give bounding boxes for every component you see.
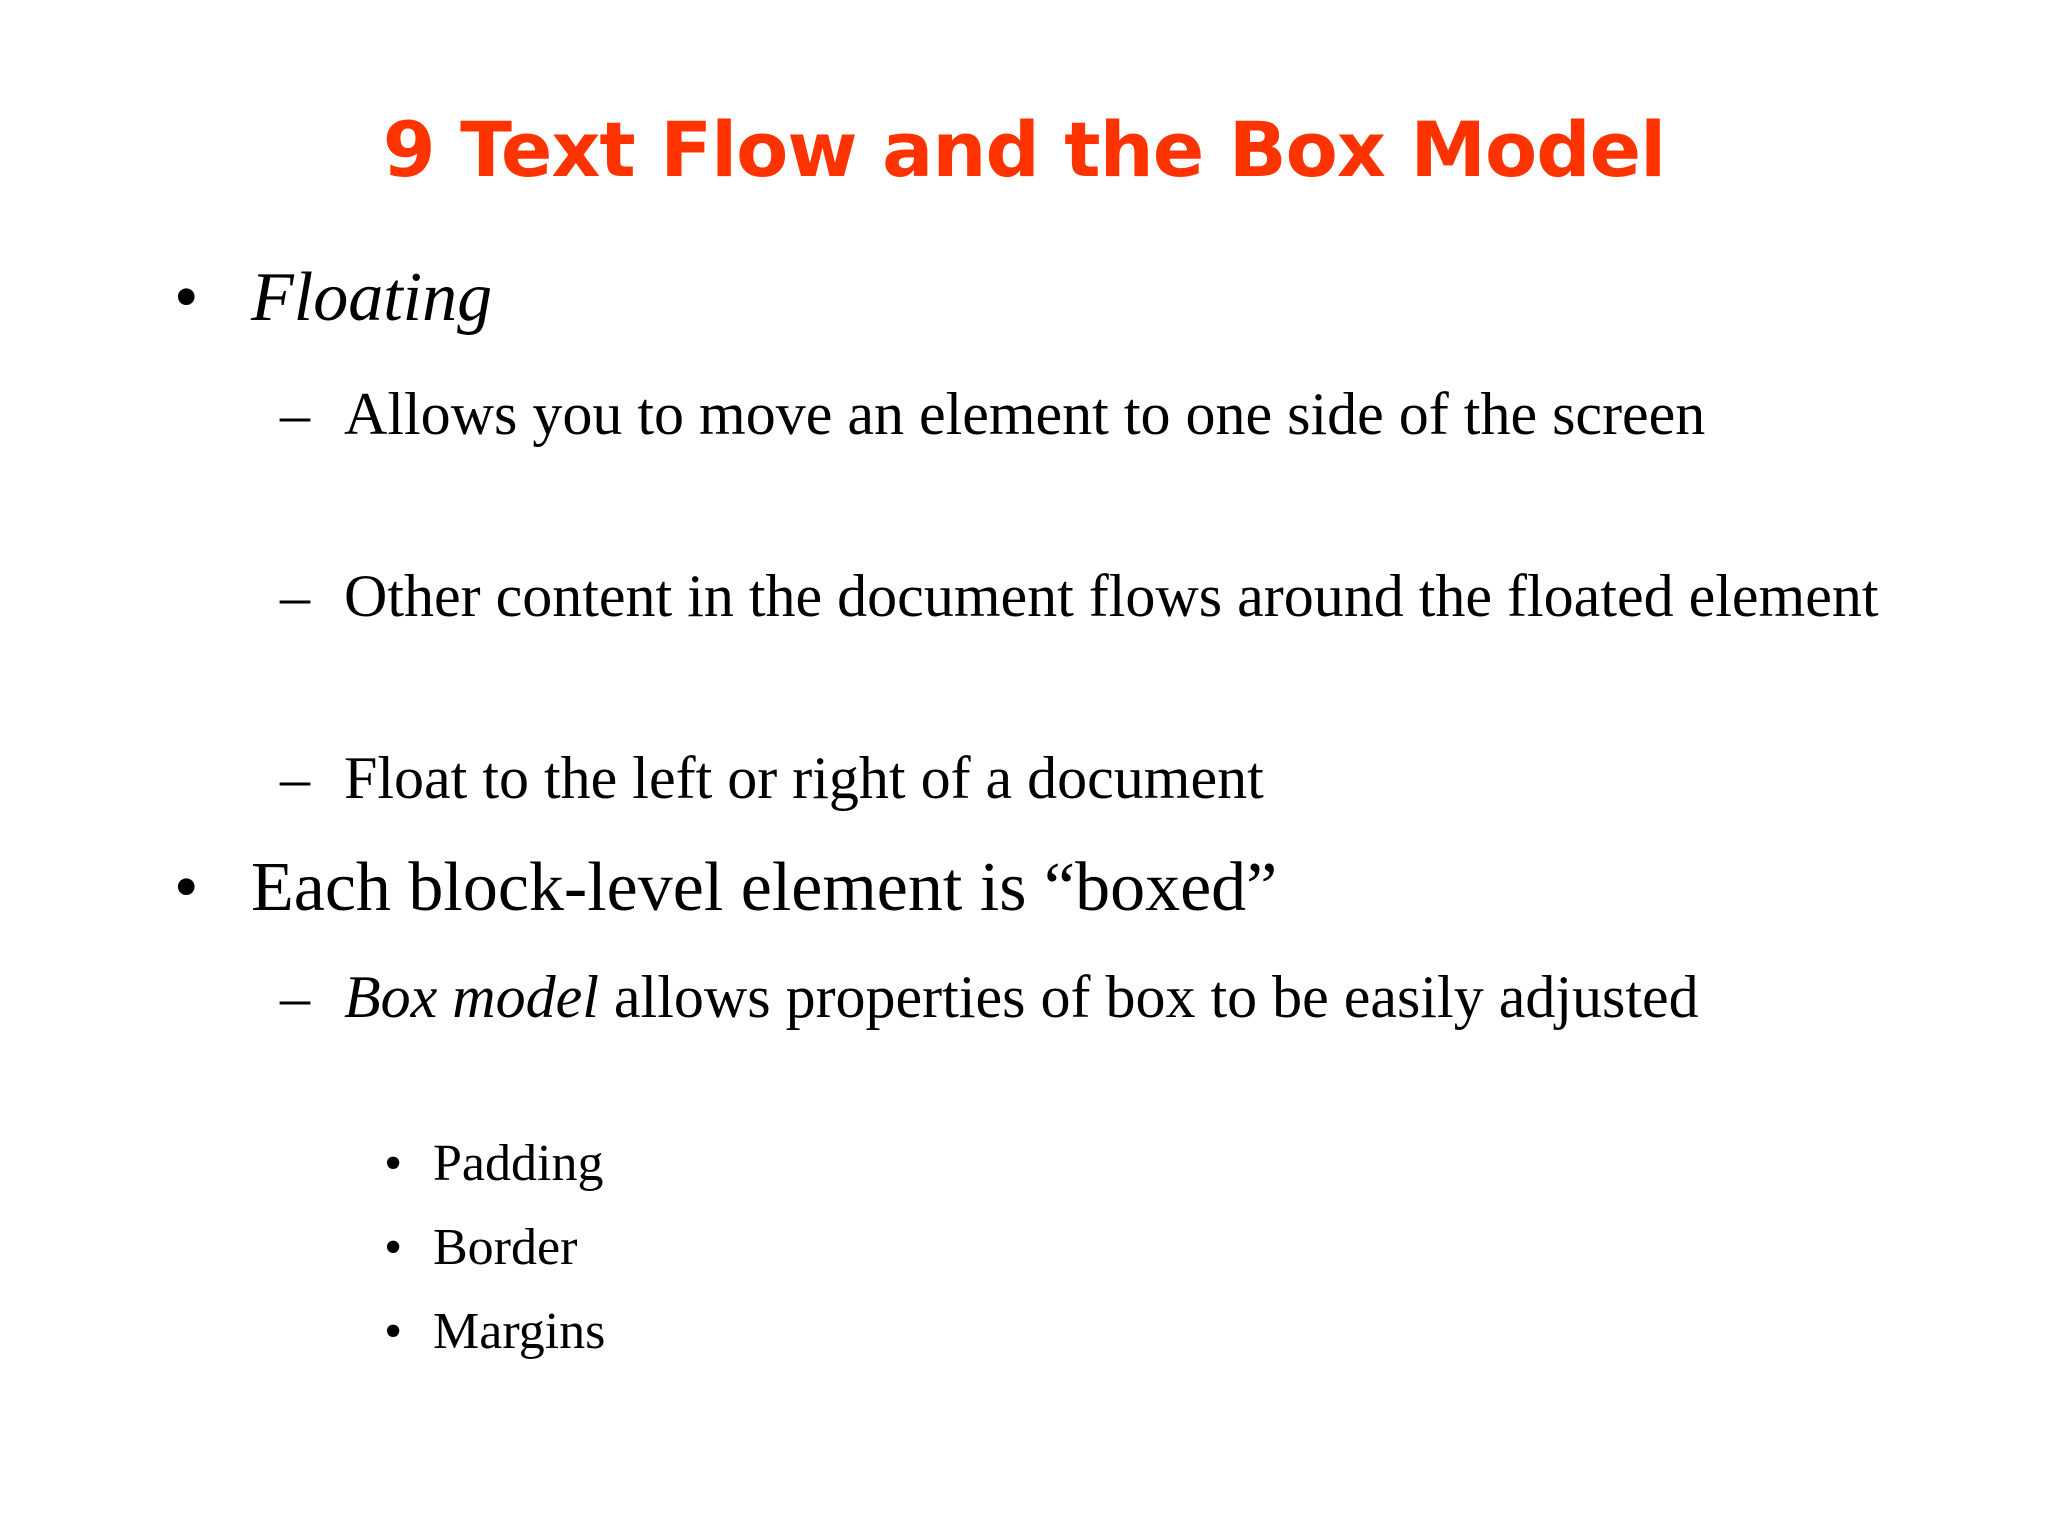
sub-bullet-box-model	[344, 956, 1984, 1038]
sub-bullet-content-flows: Other content in the document flows around the floated element	[344, 563, 1879, 629]
dash-marker: –	[280, 381, 310, 447]
bullet-marker: •	[384, 1135, 403, 1192]
list-item-padding: Padding	[433, 1135, 604, 1192]
slide-title: 9 Text Flow and the Box Model	[382, 105, 1666, 194]
dash-marker: –	[280, 745, 310, 811]
list-item-border: Border	[433, 1219, 578, 1276]
bullet-marker: •	[174, 259, 199, 336]
box-model-term: Box model	[344, 964, 599, 1030]
dash-marker: –	[280, 964, 310, 1030]
list-item-margins: Margins	[433, 1303, 606, 1360]
bullet-marker: •	[174, 849, 199, 926]
bullet-marker: •	[384, 1219, 403, 1276]
dash-marker: –	[280, 563, 310, 629]
box-model-description: allows properties of box to be easily adjusted	[598, 964, 1699, 1030]
bullet-block-level-boxed: Each block-level element is “boxed”	[251, 849, 1278, 926]
sub-bullet-allows-move: Allows you to move an element to one side of the screen	[344, 381, 1706, 447]
bullet-marker: •	[384, 1303, 403, 1360]
bullet-floating: Floating	[251, 259, 493, 336]
sub-bullet-float-left-right: Float to the left or right of a document	[344, 745, 1264, 811]
